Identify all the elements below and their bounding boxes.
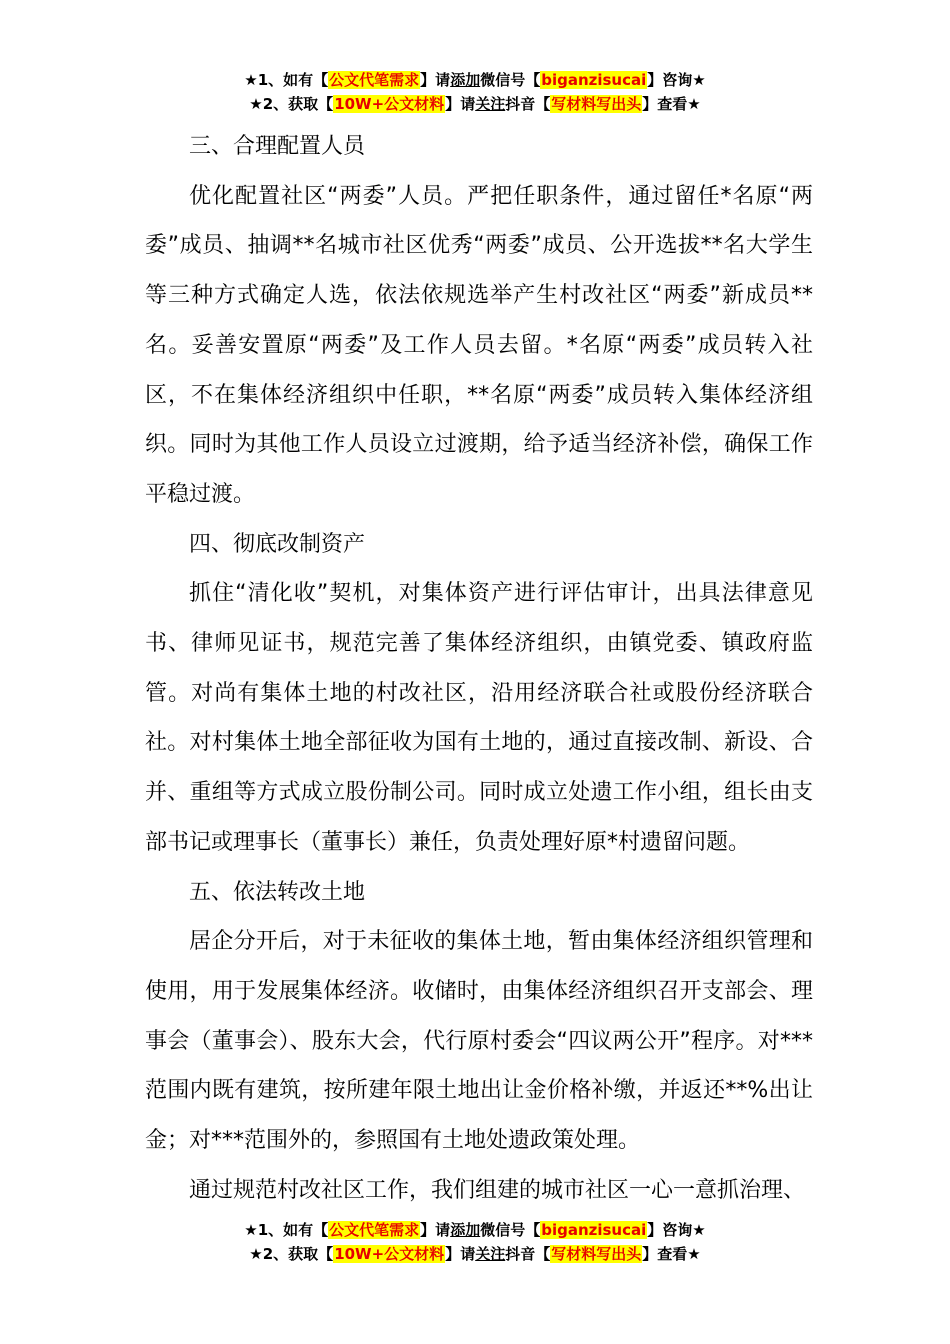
banner-text: 】查看★ — [642, 1245, 701, 1263]
footer-banner — [0, 1218, 950, 1266]
banner-line-2 — [0, 92, 950, 116]
banner-highlight: 公文代笔需求 — [329, 71, 420, 89]
paragraph: 优化配置社区“两委”人员。严把任职条件，通过留任*名原“两委”成员、抽调**名城市社区优秀“两委”成员、公开选拔**名大学生等三种方式确定人选，依法依规选举产生村改社区“两委”新成员**名。妥善安置原“两委”及工作人员去留。*名原“两委”成员转入社区，不在集体经济组织中任职，**名原“两委”成员转入集体经济组织。同时为其他工作人员设立过渡期，给予适当经济补偿，确保工作平稳过渡。 — [145, 183, 813, 507]
banner-underline: 关注 — [475, 1245, 506, 1263]
banner-text: 微信号【 — [480, 1221, 541, 1239]
banner-highlight: 写材料写出头 — [551, 1245, 642, 1263]
banner-text: 】请 — [420, 1221, 451, 1239]
paragraph: 抓住“清化收”契机，对集体资产进行评估审计，出具法律意见书、律师见证书，规范完善了集体经济组织，由镇党委、镇政府监管。对尚有集体土地的村改社区，沿用经济联合社或股份经济联合社。对村集体土地全部征收为国有土地的，通过直接改制、新设、合并、重组等方式成立股份制公司。同时成立处遗工作小组，组长由支部书记或理事长（董事长）兼任，负责处理好原*村遗留问题。 — [145, 581, 814, 855]
banner-line-1 — [0, 68, 950, 92]
banner-text: 】咨询★ — [647, 1221, 706, 1239]
section-heading: 四、彻底改制资产 — [189, 531, 366, 557]
banner-text: 】请 — [420, 71, 451, 89]
banner-text: 】查看★ — [642, 95, 701, 113]
banner-highlight: 公文代笔需求 — [329, 1221, 420, 1239]
banner-text: ★1、如有【 — [244, 71, 329, 89]
banner-highlight: biganzisucai — [541, 71, 647, 89]
banner-text: ★2、获取【 — [249, 1245, 334, 1263]
banner-text: 】咨询★ — [647, 71, 706, 89]
banner-text: 微信号【 — [480, 71, 541, 89]
document-body — [145, 122, 813, 1215]
banner-highlight: 10W+公文材料 — [334, 95, 445, 113]
header-banner — [0, 68, 950, 116]
banner-highlight: 写材料写出头 — [551, 95, 642, 113]
banner-text: 抖音【 — [505, 1245, 551, 1263]
banner-highlight: biganzisucai — [541, 1221, 647, 1239]
banner-highlight: 10W+公文材料 — [334, 1245, 445, 1263]
banner-text: ★1、如有【 — [244, 1221, 329, 1239]
banner-text: 】请 — [445, 95, 476, 113]
banner-underline: 添加 — [450, 71, 481, 89]
banner-line-1 — [0, 1218, 950, 1242]
banner-underline: 添加 — [450, 1221, 481, 1239]
banner-line-2 — [0, 1242, 950, 1266]
banner-text: 】请 — [445, 1245, 476, 1263]
section-heading: 三、合理配置人员 — [189, 134, 366, 159]
banner-text: 抖音【 — [505, 95, 551, 113]
paragraph: 通过规范村改社区工作，我们组建的城市社区一心一意抓治理、 — [189, 1177, 806, 1203]
section-heading: 五、依法转改土地 — [189, 879, 366, 905]
banner-underline: 关注 — [475, 95, 506, 113]
paragraph: 居企分开后，对于未征收的集体土地，暂由集体经济组织管理和使用，用于发展集体经济。收储时，由集体经济组织召开支部会、理事会（董事会）、股东大会，代行原村委会“四议两公开”程序。对***范围内既有建筑，按所建年限土地出让金价格补缴，并返还**%出让金；对***范围外的，参照国有土地处遗政策处理。 — [145, 929, 813, 1154]
banner-text: ★2、获取【 — [249, 95, 334, 113]
